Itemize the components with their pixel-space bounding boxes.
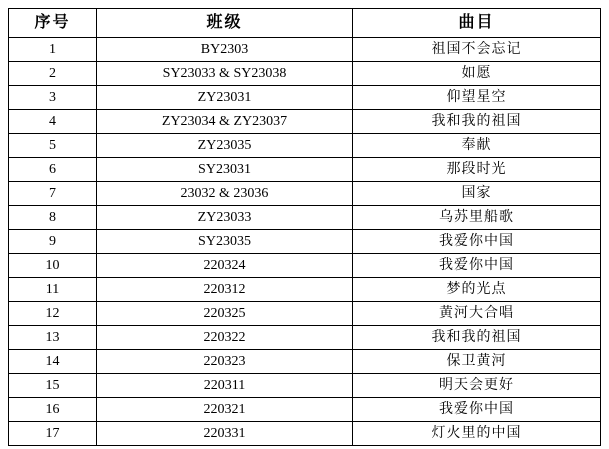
- table-row: [9, 86, 601, 110]
- column-header-song: 曲目: [353, 9, 601, 38]
- cell-song: 我和我的祖国: [353, 110, 601, 134]
- program-table: [8, 8, 601, 446]
- table-row: [9, 206, 601, 230]
- cell-song: 灯火里的中国: [353, 422, 601, 446]
- table-row: [9, 110, 601, 134]
- table-row: [9, 134, 601, 158]
- table-row: [9, 326, 601, 350]
- cell-song: 祖国不会忘记: [353, 38, 601, 62]
- table-body: [9, 38, 601, 446]
- cell-index: 14: [9, 350, 97, 374]
- cell-class: 220322: [97, 326, 353, 350]
- cell-class: 220311: [97, 374, 353, 398]
- cell-class: 220325: [97, 302, 353, 326]
- table-row: [9, 38, 601, 62]
- cell-song: 如愿: [353, 62, 601, 86]
- cell-index: 11: [9, 278, 97, 302]
- cell-class: 220323: [97, 350, 353, 374]
- table-row: [9, 398, 601, 422]
- cell-song: 乌苏里船歌: [353, 206, 601, 230]
- cell-index: 7: [9, 182, 97, 206]
- table-row: [9, 302, 601, 326]
- cell-class: 220331: [97, 422, 353, 446]
- cell-index: 4: [9, 110, 97, 134]
- cell-song: 我爱你中国: [353, 398, 601, 422]
- cell-class: 220321: [97, 398, 353, 422]
- cell-index: 15: [9, 374, 97, 398]
- cell-song: 保卫黄河: [353, 350, 601, 374]
- cell-index: 17: [9, 422, 97, 446]
- cell-class: 23032 & 23036: [97, 182, 353, 206]
- cell-index: 3: [9, 86, 97, 110]
- cell-song: 黄河大合唱: [353, 302, 601, 326]
- column-header-index: 序号: [9, 9, 97, 38]
- table-row: [9, 62, 601, 86]
- cell-class: SY23031: [97, 158, 353, 182]
- cell-index: 1: [9, 38, 97, 62]
- cell-song: 仰望星空: [353, 86, 601, 110]
- table-row: [9, 182, 601, 206]
- cell-class: SY23035: [97, 230, 353, 254]
- cell-class: 220324: [97, 254, 353, 278]
- cell-class: 220312: [97, 278, 353, 302]
- table-row: [9, 158, 601, 182]
- cell-class: ZY23033: [97, 206, 353, 230]
- cell-song: 国家: [353, 182, 601, 206]
- cell-song: 我爱你中国: [353, 254, 601, 278]
- cell-class: ZY23035: [97, 134, 353, 158]
- table-row: [9, 254, 601, 278]
- cell-class: SY23033 & SY23038: [97, 62, 353, 86]
- cell-class: BY2303: [97, 38, 353, 62]
- cell-index: 5: [9, 134, 97, 158]
- cell-class: ZY23031: [97, 86, 353, 110]
- table-row: [9, 374, 601, 398]
- table-header-row: [9, 9, 601, 38]
- cell-index: 8: [9, 206, 97, 230]
- cell-index: 13: [9, 326, 97, 350]
- cell-index: 10: [9, 254, 97, 278]
- table-header: [9, 9, 601, 38]
- cell-song: 梦的光点: [353, 278, 601, 302]
- cell-index: 16: [9, 398, 97, 422]
- table-row: [9, 230, 601, 254]
- cell-index: 2: [9, 62, 97, 86]
- cell-index: 9: [9, 230, 97, 254]
- column-header-class: 班级: [97, 9, 353, 38]
- cell-index: 12: [9, 302, 97, 326]
- table-row: [9, 422, 601, 446]
- table-row: [9, 278, 601, 302]
- cell-song: 那段时光: [353, 158, 601, 182]
- cell-song: 我爱你中国: [353, 230, 601, 254]
- cell-index: 6: [9, 158, 97, 182]
- cell-song: 奉献: [353, 134, 601, 158]
- cell-class: ZY23034 & ZY23037: [97, 110, 353, 134]
- cell-song: 明天会更好: [353, 374, 601, 398]
- cell-song: 我和我的祖国: [353, 326, 601, 350]
- table-row: [9, 350, 601, 374]
